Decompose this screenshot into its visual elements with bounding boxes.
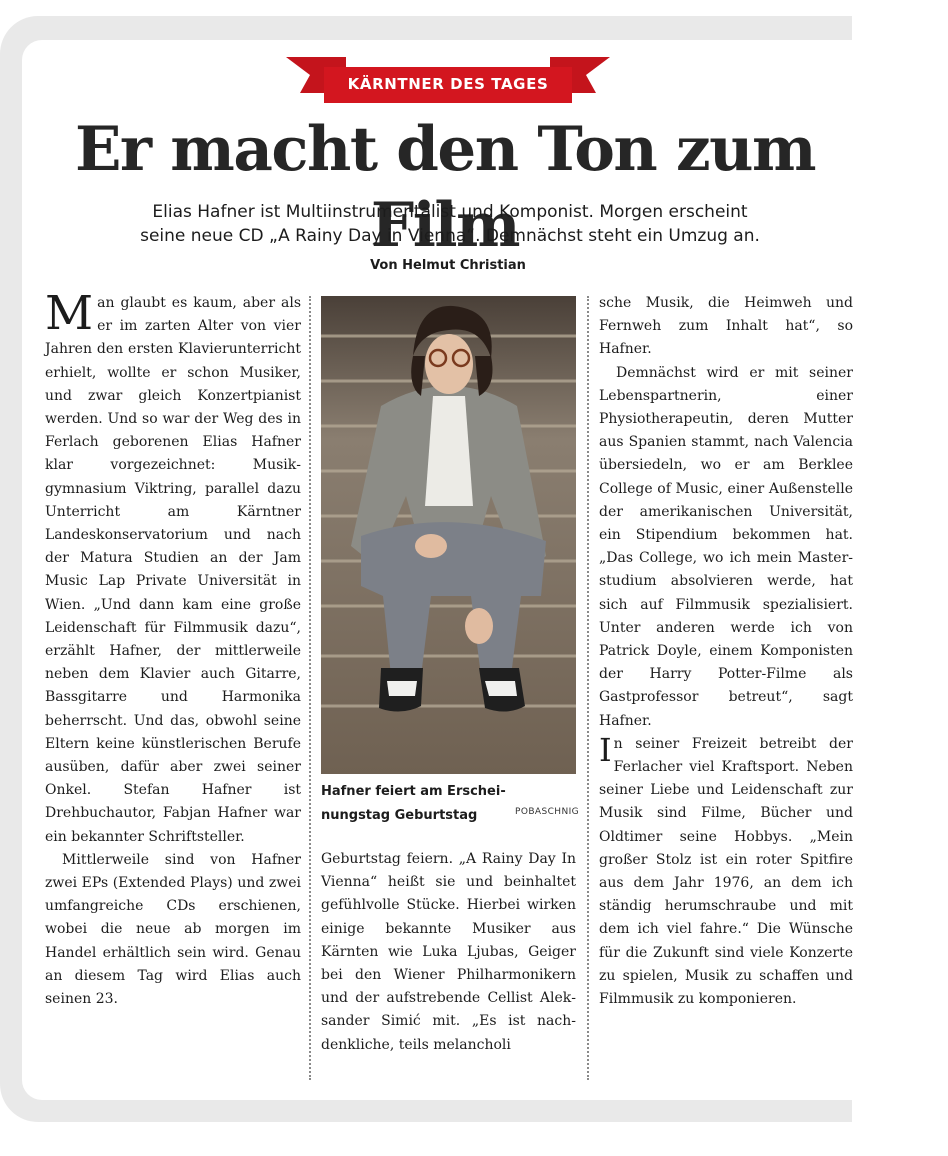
dropcap-2: I: [599, 730, 612, 769]
caption-line-2: nungstag Geburtstag: [321, 808, 478, 823]
article-column-3: [599, 292, 853, 1011]
column-divider-1: [309, 296, 311, 1080]
lead-line-2: seine neue CD „A Rainy Day in Vienna“. Demnächst steht ein Umzug an.: [140, 226, 760, 246]
paragraph-6-text: n seiner Freizeit betreibt der Ferlacher viel Kraftsport. Neben seiner Liebe und Leidenschaft zur Musik sind Filme, Bücher und Oldtimer seine Hobbys. „Mein großer Stolz ist ein roter Spitfire aus dem Jahr 1976, an dem ich ständig herumschraube und mit dem ich viel fahre.“ Die Wünsche für die Zukunft sind viele Konzerte zu spielen, Musik zu schaffen und Filmmusik zu komponieren.: [599, 735, 853, 1008]
byline: Von Helmut Christian: [370, 258, 526, 273]
kicker-ribbon: [286, 57, 610, 103]
lead-line-1: Elias Hafner ist Multiinstrumentalist und Komponist. Morgen erscheint: [152, 202, 748, 222]
lead-paragraph: [60, 200, 840, 248]
caption-line-1: Hafner feiert am Erschei-: [321, 784, 506, 799]
photo-credit: POBASCHNIG: [515, 807, 579, 817]
paragraph-6: [599, 730, 853, 1011]
paragraph-1-text: an glaubt es kaum, aber als er im zarten Alter von vier Jahren den ersten Klavierunterricht erhielt, wollte er schon Musiker, und zwar gleich Konzertpianist werden. Und so war der Weg des in Ferlach geborenen Elias Hafner klar vorgezeichnet: Musikgymnasium Viktring, parallel dazu Unterricht am Kärntner Landeskonservatorium und nach der Matura Studien an der Jam Music Lap Private Universität in Wien. „Und dann kam eine große Leidenschaft für Filmmusik dazu“, erzählt Hafner, der mittlerweile neben dem Klavier auch Gitarre, Bassgitarre und Harmonika beherrscht. Und das, obwohl seine Eltern keine künstlerischen Berufe ausüben, dafür aber zwei seiner Onkel. Stefan Hafner ist Drehbuchautor, Fabjan Hafner war ein bekannter Schriftsteller.: [45, 295, 301, 845]
photo-caption: [321, 780, 579, 828]
article-column-1: [45, 286, 301, 1011]
paragraph-2: Mittlerweile sind von Hafner zwei EPs (Extended Plays) und zwei umfangreiche CDs erschienen, wobei die neue ab morgen im Handel erhältlich sein wird. Genau an diesem Tag wird Elias auch seinen 23.: [45, 851, 301, 1008]
paragraph-3: Geburtstag feiern. „A Rainy Day In Vienna“ heißt sie und beinhaltet gefühlvolle Stücke. Hierbei wirken einige bekannte Musiker aus Kärnten wie Luka Ljubas, Geiger bei den Wiener Philharmonikern und der aufstrebende Cellist Aleksander Simić mit. „Es ist nachdenkliche, teils melancholi: [321, 851, 576, 1053]
kicker-label: KÄRNTNER DES TAGES: [347, 75, 549, 93]
dropcap: M: [45, 286, 94, 341]
paragraph-5: Demnächst wird er mit seiner Lebenspartnerin, einer Physiotherapeutin, deren Mutter aus Spanien stammt, nach Valencia übersiedeln, wo er am Berklee College of Music, einer Außenstelle der amerikanischen Universität, ein Stipendium bekommen hat. „Das College, wo ich mein Masterstudium absolvieren werde, hat sich auf Filmmusik spezialisiert. Unter anderen werde ich von Patrick Doyle, einem Komponisten der Harry Potter-Filme als Gastprofessor betreut“, sagt Hafner.: [599, 364, 853, 729]
portrait-photo: [321, 296, 576, 774]
headline: Er macht den Ton zum Film: [74, 114, 816, 261]
paragraph-1: [45, 286, 301, 849]
article-column-2: [321, 848, 576, 1057]
paragraph-4: sche Musik, die Heimweh und Fernweh zum Inhalt hat“, so Hafner.: [599, 295, 853, 358]
column-divider-2: [587, 296, 589, 1080]
